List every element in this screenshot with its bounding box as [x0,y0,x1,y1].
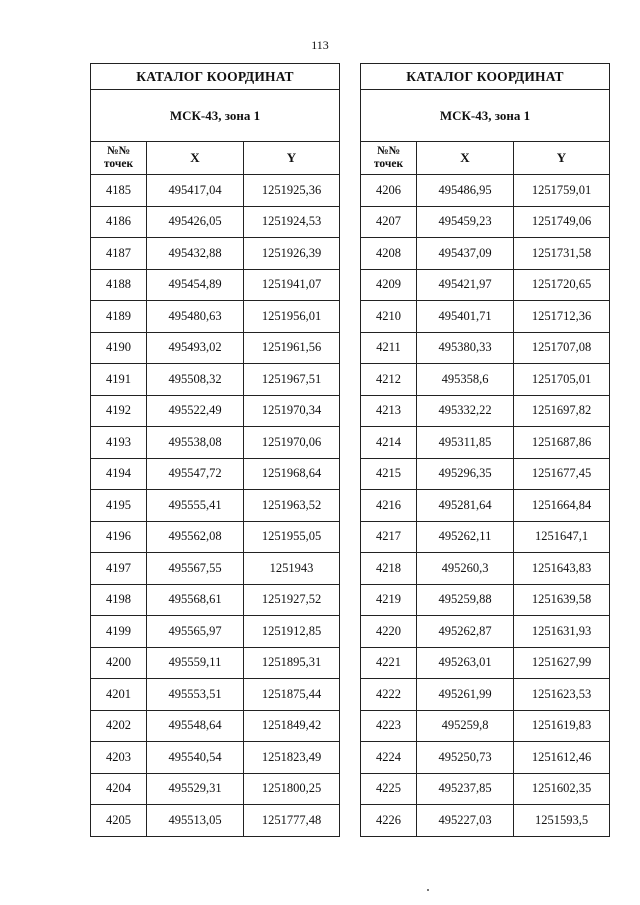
point-number-cell: 4211 [361,332,417,364]
x-coordinate-cell: 495260,3 [417,553,514,585]
table-row [91,679,340,711]
table-row [91,773,340,805]
y-coordinate-cell: 1251777,48 [244,805,340,837]
point-number-header [361,142,417,175]
y-coordinate-cell: 1251941,07 [244,269,340,301]
x-coordinate-cell: 495538,08 [147,427,244,459]
point-number-cell: 4212 [361,364,417,396]
point-number-cell: 4218 [361,553,417,585]
table-row [91,395,340,427]
x-coordinate-cell: 495559,11 [147,647,244,679]
table-row [91,742,340,774]
point-number-cell: 4209 [361,269,417,301]
y-coordinate-cell: 1251720,65 [514,269,610,301]
table-row [91,238,340,270]
point-number-cell: 4193 [91,427,147,459]
y-coordinate-cell: 1251875,44 [244,679,340,711]
point-number-cell: 4225 [361,773,417,805]
table-row [91,710,340,742]
x-coordinate-cell: 495508,32 [147,364,244,396]
y-coordinate-cell: 1251924,53 [244,206,340,238]
table-row [91,427,340,459]
point-number-cell: 4200 [91,647,147,679]
y-coordinate-cell: 1251800,25 [244,773,340,805]
x-coordinate-cell: 495568,61 [147,584,244,616]
x-coordinate-cell: 495401,71 [417,301,514,333]
y-coordinate-cell: 1251943 [244,553,340,585]
coordinate-catalog-table-left [90,63,340,837]
y-coordinate-cell: 1251619,83 [514,710,610,742]
x-coordinate-cell: 495426,05 [147,206,244,238]
table-body [91,175,340,837]
table-row [361,710,610,742]
table-row [91,584,340,616]
table-row [361,238,610,270]
x-coordinate-cell: 495380,33 [417,332,514,364]
point-number-cell: 4195 [91,490,147,522]
table-row [361,175,610,207]
point-number-cell: 4205 [91,805,147,837]
y-coordinate-cell: 1251759,01 [514,175,610,207]
table-row [361,521,610,553]
y-coordinate-cell: 1251968,64 [244,458,340,490]
x-coordinate-cell: 495459,23 [417,206,514,238]
table-row [91,647,340,679]
table-row [361,490,610,522]
y-coordinate-cell: 1251705,01 [514,364,610,396]
y-coordinate-cell: 1251647,1 [514,521,610,553]
y-coordinate-cell: 1251731,58 [514,238,610,270]
point-number-cell: 4217 [361,521,417,553]
x-coordinate-cell: 495296,35 [417,458,514,490]
catalog-title: КАТАЛОГ КООРДИНАТ [91,64,340,90]
x-coordinate-cell: 495250,73 [417,742,514,774]
y-coordinate-cell: 1251602,35 [514,773,610,805]
point-number-cell: 4190 [91,332,147,364]
x-coordinate-cell: 495262,11 [417,521,514,553]
x-coordinate-cell: 495454,89 [147,269,244,301]
coordinate-system-label: МСК-43, зона 1 [91,90,340,142]
y-coordinate-cell: 1251970,06 [244,427,340,459]
table-row [361,395,610,427]
point-number-header [91,142,147,175]
table-row [91,332,340,364]
x-coordinate-cell: 495565,97 [147,616,244,648]
table-row [91,301,340,333]
table-row [361,742,610,774]
y-coordinate-cell: 1251955,05 [244,521,340,553]
table-row [361,616,610,648]
table-row [91,616,340,648]
point-number-cell: 4208 [361,238,417,270]
coordinate-catalog-table-right [360,63,610,837]
y-coordinate-cell: 1251970,34 [244,395,340,427]
point-number-cell: 4221 [361,647,417,679]
point-number-cell: 4196 [91,521,147,553]
y-coordinate-cell: 1251963,52 [244,490,340,522]
y-coordinate-cell: 1251956,01 [244,301,340,333]
point-number-cell: 4203 [91,742,147,774]
point-number-cell: 4207 [361,206,417,238]
x-coordinate-cell: 495358,6 [417,364,514,396]
table-row [361,206,610,238]
x-coordinate-cell: 495437,09 [417,238,514,270]
y-coordinate-cell: 1251926,39 [244,238,340,270]
table-row [91,364,340,396]
y-coordinate-cell: 1251712,36 [514,301,610,333]
x-coordinate-cell: 495553,51 [147,679,244,711]
table-row [91,521,340,553]
x-coordinate-cell: 495540,54 [147,742,244,774]
table-row [361,773,610,805]
x-coordinate-cell: 495432,88 [147,238,244,270]
y-coordinate-cell: 1251823,49 [244,742,340,774]
point-number-cell: 4226 [361,805,417,837]
x-coordinate-cell: 495237,85 [417,773,514,805]
table-row [91,175,340,207]
y-coordinate-cell: 1251895,31 [244,647,340,679]
x-coordinate-cell: 495417,04 [147,175,244,207]
point-number-cell: 4191 [91,364,147,396]
x-coordinate-cell: 495332,22 [417,395,514,427]
x-coordinate-cell: 495567,55 [147,553,244,585]
x-coordinate-cell: 495562,08 [147,521,244,553]
point-number-header-line2: точек [373,158,404,170]
x-column-header: X [417,142,514,175]
x-coordinate-cell: 495421,97 [417,269,514,301]
y-coordinate-cell: 1251623,53 [514,679,610,711]
y-coordinate-cell: 1251967,51 [244,364,340,396]
point-number-cell: 4206 [361,175,417,207]
catalog-title: КАТАЛОГ КООРДИНАТ [361,64,610,90]
x-coordinate-cell: 495311,85 [417,427,514,459]
y-coordinate-cell: 1251643,83 [514,553,610,585]
x-coordinate-cell: 495555,41 [147,490,244,522]
y-coordinate-cell: 1251639,58 [514,584,610,616]
point-number-cell: 4192 [91,395,147,427]
y-coordinate-cell: 1251912,85 [244,616,340,648]
x-coordinate-cell: 495263,01 [417,647,514,679]
y-coordinate-cell: 1251925,36 [244,175,340,207]
y-coordinate-cell: 1251927,52 [244,584,340,616]
x-coordinate-cell: 495486,95 [417,175,514,207]
y-coordinate-cell: 1251677,45 [514,458,610,490]
y-coordinate-cell: 1251749,06 [514,206,610,238]
table-row [361,301,610,333]
y-coordinate-cell: 1251687,86 [514,427,610,459]
table-row [361,364,610,396]
x-coordinate-cell: 495493,02 [147,332,244,364]
point-number-cell: 4220 [361,616,417,648]
y-coordinate-cell: 1251612,46 [514,742,610,774]
point-number-cell: 4219 [361,584,417,616]
point-number-cell: 4222 [361,679,417,711]
point-number-cell: 4185 [91,175,147,207]
point-number-cell: 4199 [91,616,147,648]
table-row [361,647,610,679]
point-number-header-line1: №№ [106,145,131,157]
point-number-cell: 4224 [361,742,417,774]
table-row [91,490,340,522]
table-row [361,269,610,301]
point-number-cell: 4194 [91,458,147,490]
point-number-cell: 4210 [361,301,417,333]
point-number-cell: 4216 [361,490,417,522]
point-number-header-line2: точек [103,158,134,170]
coordinate-system-label: МСК-43, зона 1 [361,90,610,142]
point-number-cell: 4187 [91,238,147,270]
x-coordinate-cell: 495259,88 [417,584,514,616]
x-coordinate-cell: 495227,03 [417,805,514,837]
table-row [361,458,610,490]
y-coordinate-cell: 1251849,42 [244,710,340,742]
point-number-cell: 4204 [91,773,147,805]
y-column-header: Y [244,142,340,175]
point-number-cell: 4202 [91,710,147,742]
point-number-cell: 4223 [361,710,417,742]
y-coordinate-cell: 1251631,93 [514,616,610,648]
point-number-cell: 4186 [91,206,147,238]
y-coordinate-cell: 1251707,08 [514,332,610,364]
x-coordinate-cell: 495548,64 [147,710,244,742]
table-row [91,269,340,301]
point-number-cell: 4197 [91,553,147,585]
point-number-cell: 4201 [91,679,147,711]
table-row [361,553,610,585]
x-coordinate-cell: 495262,87 [417,616,514,648]
x-coordinate-cell: 495547,72 [147,458,244,490]
point-number-header-line1: №№ [376,145,401,157]
table-row [361,332,610,364]
point-number-cell: 4215 [361,458,417,490]
point-number-cell: 4189 [91,301,147,333]
point-number-cell: 4213 [361,395,417,427]
table-row [361,427,610,459]
point-number-cell: 4188 [91,269,147,301]
page-number: 113 [311,38,329,52]
x-coordinate-cell: 495522,49 [147,395,244,427]
table-row [91,206,340,238]
table-row [91,553,340,585]
point-number-cell: 4214 [361,427,417,459]
table-row [361,805,610,837]
y-coordinate-cell: 1251593,5 [514,805,610,837]
x-coordinate-cell: 495513,05 [147,805,244,837]
x-coordinate-cell: 495261,99 [417,679,514,711]
table-row [91,458,340,490]
table-row [361,679,610,711]
scan-speck [427,889,429,891]
x-column-header: X [147,142,244,175]
x-coordinate-cell: 495259,8 [417,710,514,742]
y-column-header: Y [514,142,610,175]
y-coordinate-cell: 1251664,84 [514,490,610,522]
table-row [91,805,340,837]
table-row [361,584,610,616]
table-body [361,175,610,837]
x-coordinate-cell: 495529,31 [147,773,244,805]
point-number-cell: 4198 [91,584,147,616]
y-coordinate-cell: 1251961,56 [244,332,340,364]
x-coordinate-cell: 495281,64 [417,490,514,522]
y-coordinate-cell: 1251697,82 [514,395,610,427]
x-coordinate-cell: 495480,63 [147,301,244,333]
y-coordinate-cell: 1251627,99 [514,647,610,679]
